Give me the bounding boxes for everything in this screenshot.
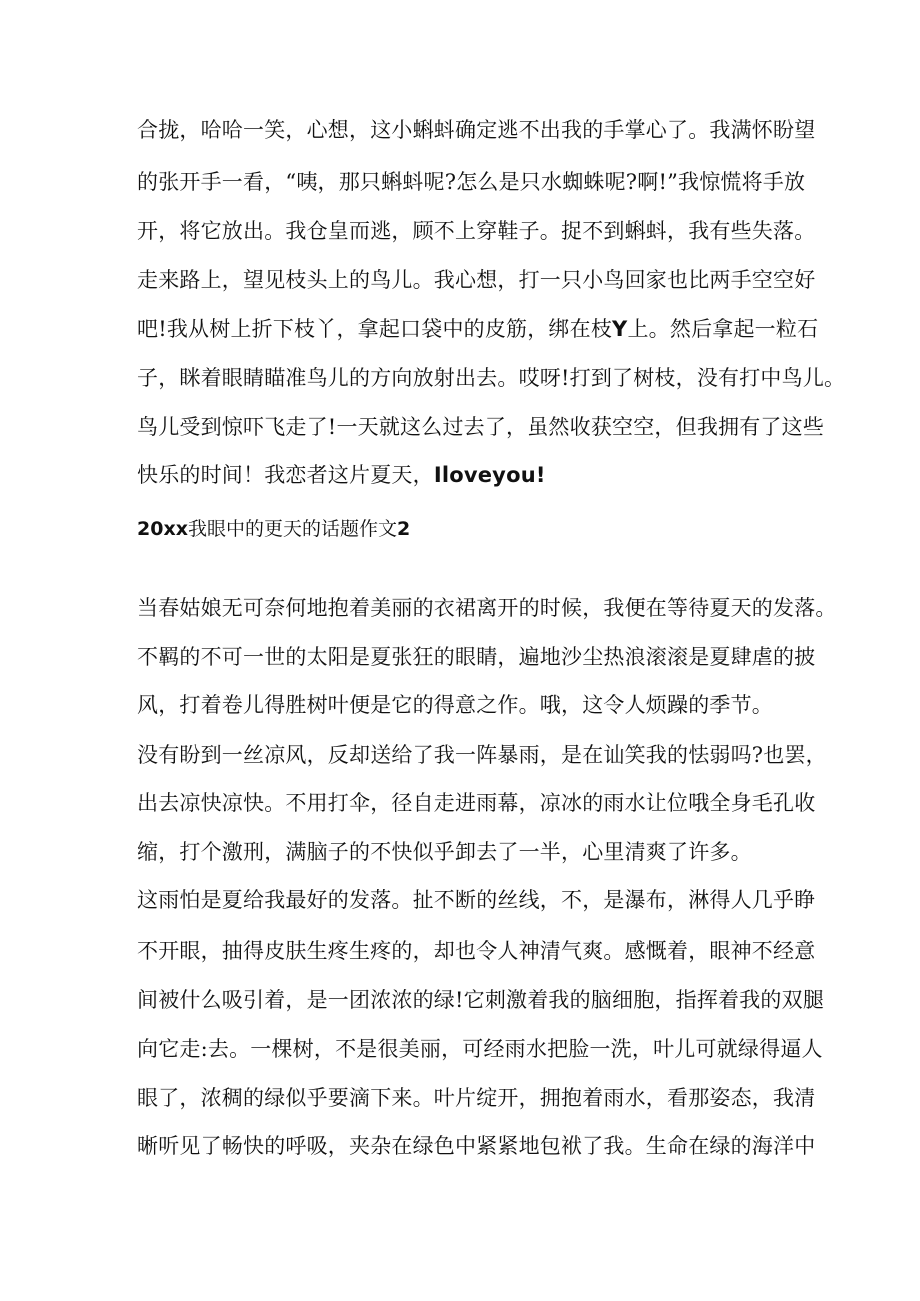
p4-line-4: 向它走:去。一棵树，不是很美丽，可经雨水把脸一洗，叶儿可就绿得逼人: [137, 1037, 823, 1061]
p4-line-3: 间被什么吸引着，是一团浓浓的绿!它刺激着我的脑细胞，指挥着我的双腿: [137, 988, 825, 1012]
p1-line-8-text: 快乐的时间！我恋者这片夏天，: [137, 463, 434, 487]
p1-line-1: 合拢，哈哈一笑，心想，这小蝌蚪确定逃不出我的手掌心了。我满怀盼望: [137, 118, 816, 142]
p3-line-2: 出去凉快凉快。不用打伞，径自走进雨幕，凉冰的雨水让位哦全身毛孔收: [137, 791, 816, 815]
p4-line-5: 眼了，浓稠的绿似乎要滴下来。叶片绽开，拥抱着雨水，看那姿态，我清: [137, 1086, 816, 1110]
p1-line-8-bold: Iloveyou!: [433, 463, 546, 487]
p1-line-2: 的张开手一看，“咦，那只蝌蚪呢?怎么是只水蜘蛛呢?啊!”我惊慌将手放: [137, 170, 806, 194]
p4-line-6: 晰听见了畅快的呼吸，夹杂在绿色中紧紧地包袱了我。生命在绿的海洋中: [137, 1134, 816, 1158]
p2-line-1: 当春姑娘无可奈何地抱着美丽的衣裙离开的时候，我便在等待夏天的发落。: [137, 596, 837, 620]
p1-line-5-text: 吧!我从树上折下枝丫，拿起口袋中的皮筋，绑在枝: [137, 317, 613, 341]
heading-middle: 我眼中的更天的话题作文: [187, 518, 397, 540]
p1-line-7: 鸟儿受到惊吓飞走了!一天就这么过去了，虽然收获空空，但我拥有了这些: [137, 415, 825, 439]
p1-line-4: 走来路上，望见枝头上的鸟儿。我心想，打一只小鸟回家也比两手空空好: [137, 268, 816, 292]
p4-line-1: 这雨怕是夏给我最好的发落。扯不断的丝线，不，是瀑布，淋得人几乎睁: [137, 888, 816, 912]
heading-prefix: 20xx: [137, 518, 188, 540]
p3-line-3: 缩，打个激刑，满脑子的不快似乎卸去了一半，心里清爽了许多。: [137, 840, 752, 864]
p1-line-6: 子，眯着眼睛瞄准鸟儿的方向放射出去。哎呀!打到了树枝，没有打中鸟儿。: [137, 366, 846, 390]
p2-line-2: 不羁的不可一世的太阳是夏张狂的眼睛，遍地沙尘热浪滚滚是夏肆虐的披: [137, 645, 816, 669]
section-heading: [137, 515, 410, 543]
p1-line-8: [137, 461, 797, 489]
p4-line-2: 不开眼，抽得皮肤生疼生疼的，却也令人神清气爽。感慨着，眼神不经意: [137, 939, 816, 963]
p1-line-5-tail: 上。然后拿起一粒石: [627, 317, 819, 341]
p2-line-3: 风，打着卷儿得胜树叶便是它的得意之作。哦，这令人烦躁的季节。: [137, 693, 773, 717]
p1-line-5-bold: Y: [612, 317, 628, 341]
p1-line-3: 开，将它放出。我仓皇而逃，顾不上穿鞋子。捉不到蝌蚪，我有些失落。: [137, 219, 816, 243]
p3-line-1: 没有盼到一丝凉风，反却送给了我一阵暴雨，是在讪笑我的怯弱吗?也罢，: [137, 743, 827, 767]
p1-line-5: [137, 315, 819, 343]
heading-suffix: 2: [396, 518, 411, 540]
